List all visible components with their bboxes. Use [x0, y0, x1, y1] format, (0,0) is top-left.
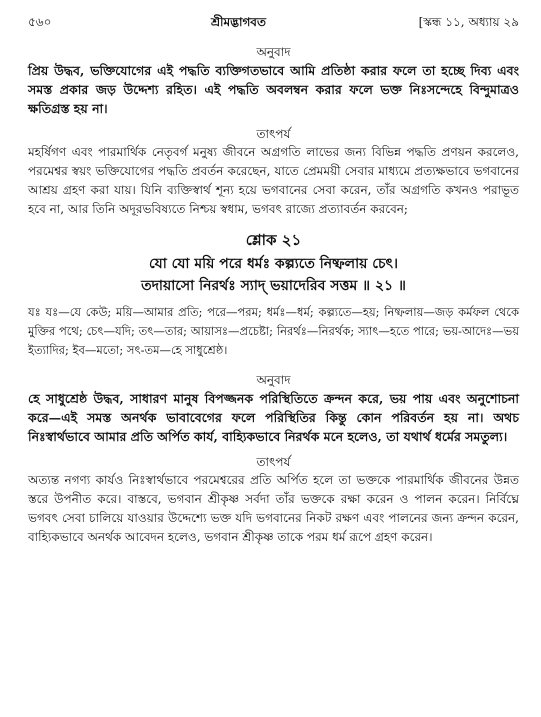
- translation-text: প্রিয় উদ্ধব, ভক্তিযোগের এই পদ্ধতি ব্যক্তিগতভাবে আমি প্রতিষ্ঠা করার ফলে তা হচ্ছে দিব্য এবং সমস্ত প্রকার জড় উদ্দেশ্য রহিত। এই পদ্ধতি অবলম্বন করার ফলে ভক্ত নিঃসন্দেহে বিন্দুমাত্রও ক্ষতিগ্রস্ত হয় না।: [28, 63, 519, 116]
- purport-heading: তাৎপর্য: [256, 127, 291, 141]
- page-header: [28, 14, 519, 36]
- translation-heading: অনুবাদ: [256, 45, 291, 59]
- word-for-word-synonyms: যঃ যঃ—যে কেউ; ময়ি—আমার প্রতি; পরে—পরম; ধর্মঃ—ধর্ম; কল্প্যতে—হয়; নিষ্ফলায়—জড় কর্মফল থেকে মুক্তির পথে; চেৎ—যদি; তৎ—তার; আয়াসঃ—প্রচেষ্টা; নিরর্থঃ—নিরর্থক; স্যাৎ—হতে পারে; ভয়-আদেঃ—ভয় ইত্যাদির; ইব—মতো; সৎ-তম—হে সাধুশ্রেষ্ঠ।: [28, 305, 519, 357]
- section-reference: [স্কন্ধ ১১, অধ্যায় ২৯: [418, 15, 519, 29]
- translation-text-2: হে সাধুশ্রেষ্ঠ উদ্ধব, সাধারণ মানুষ বিপজ্জনক পরিস্থিতিতে ক্রন্দন করে, ভয় পায় এবং অনুশোচনা করে—এই সমস্ত অনর্থক ভাবাবেগের ফলে পরিস্থিতির কিন্তু কোন পরিবর্তন হয় না। অথচ নিঃস্বার্থভাবে আমার প্রতি অর্পিত কার্য, বাহ্যিকভাবে নিরর্থক মনে হলেও, তা যথার্থ ধর্মের সমতুল্য।: [28, 390, 519, 444]
- page-number: ৫৬০: [28, 15, 52, 29]
- purport-text: মহর্ষিগণ এবং পারমার্থিক নেতৃবর্গ মনুষ্য জীবনে অগ্রগতি লাভের জন্য বিভিন্ন পদ্ধতি প্রণয়ন করলেও, পরমেশ্বর স্বয়ং ভক্তিযোগের পদ্ধতি প্রবর্তন করেছেন, যাতে প্রেমময়ী সেবার মাধ্যমে প্রত্যক্ষভাবে ভগবানের আশ্রয় গ্রহণ করা যায়। যিনি ব্যক্তিস্বার্থ শূন্য হয়ে ভগবানের সেবা করেন, তাঁর অগ্রগতি কখনও পরাভূত হবে না, আর তিনি অদূরভবিষ্যতে নিশ্চয় স্বধাম, ভগবৎ রাজ্যে প্রত্যাবর্তন করবেন;: [28, 145, 519, 216]
- verse-line-2: তদায়াসো নিরর্থঃ স্যাদ্ ভয়াদেরিব সত্তম ॥ ২১ ॥: [141, 278, 406, 294]
- book-title: শ্রীমদ্ভাগবত: [210, 15, 266, 29]
- verse-line-1: যো যো ময়ি পরে ধর্মঃ কল্প্যতে নিষ্ফলায় চেৎ।: [148, 256, 398, 272]
- translation-heading-2: অনুবাদ: [256, 372, 291, 387]
- purport-heading-2: তাৎপর্য: [256, 454, 291, 469]
- verse-title: শ্লোক ২১: [245, 231, 302, 249]
- purport-text-2: অত্যন্ত নগণ্য কার্যও নিঃস্বার্থভাবে পরমেশ্বরের প্রতি অর্পিত হলে তা ভক্তকে পারমার্থিক জীবনের উন্নত স্তরে উপনীত করে। বাস্তবে, ভগবান শ্রীকৃষ্ণ সর্বদা তাঁর ভক্তকে রক্ষা করেন ও পালন করেন। নির্বিঘ্নে ভগবৎ সেবা চালিয়ে যাওয়ার উদ্দেশ্যে ভক্ত যদি ভগবানের নিকট রক্ষণ এবং পালনের জন্য ক্রন্দন করেন, বাহ্যিকভাবে অনর্থক আবেদন হলেও, ভগবান শ্রীকৃষ্ণ তাকে পরম ধর্ম রূপে গ্রহণ করেন।: [28, 472, 519, 544]
